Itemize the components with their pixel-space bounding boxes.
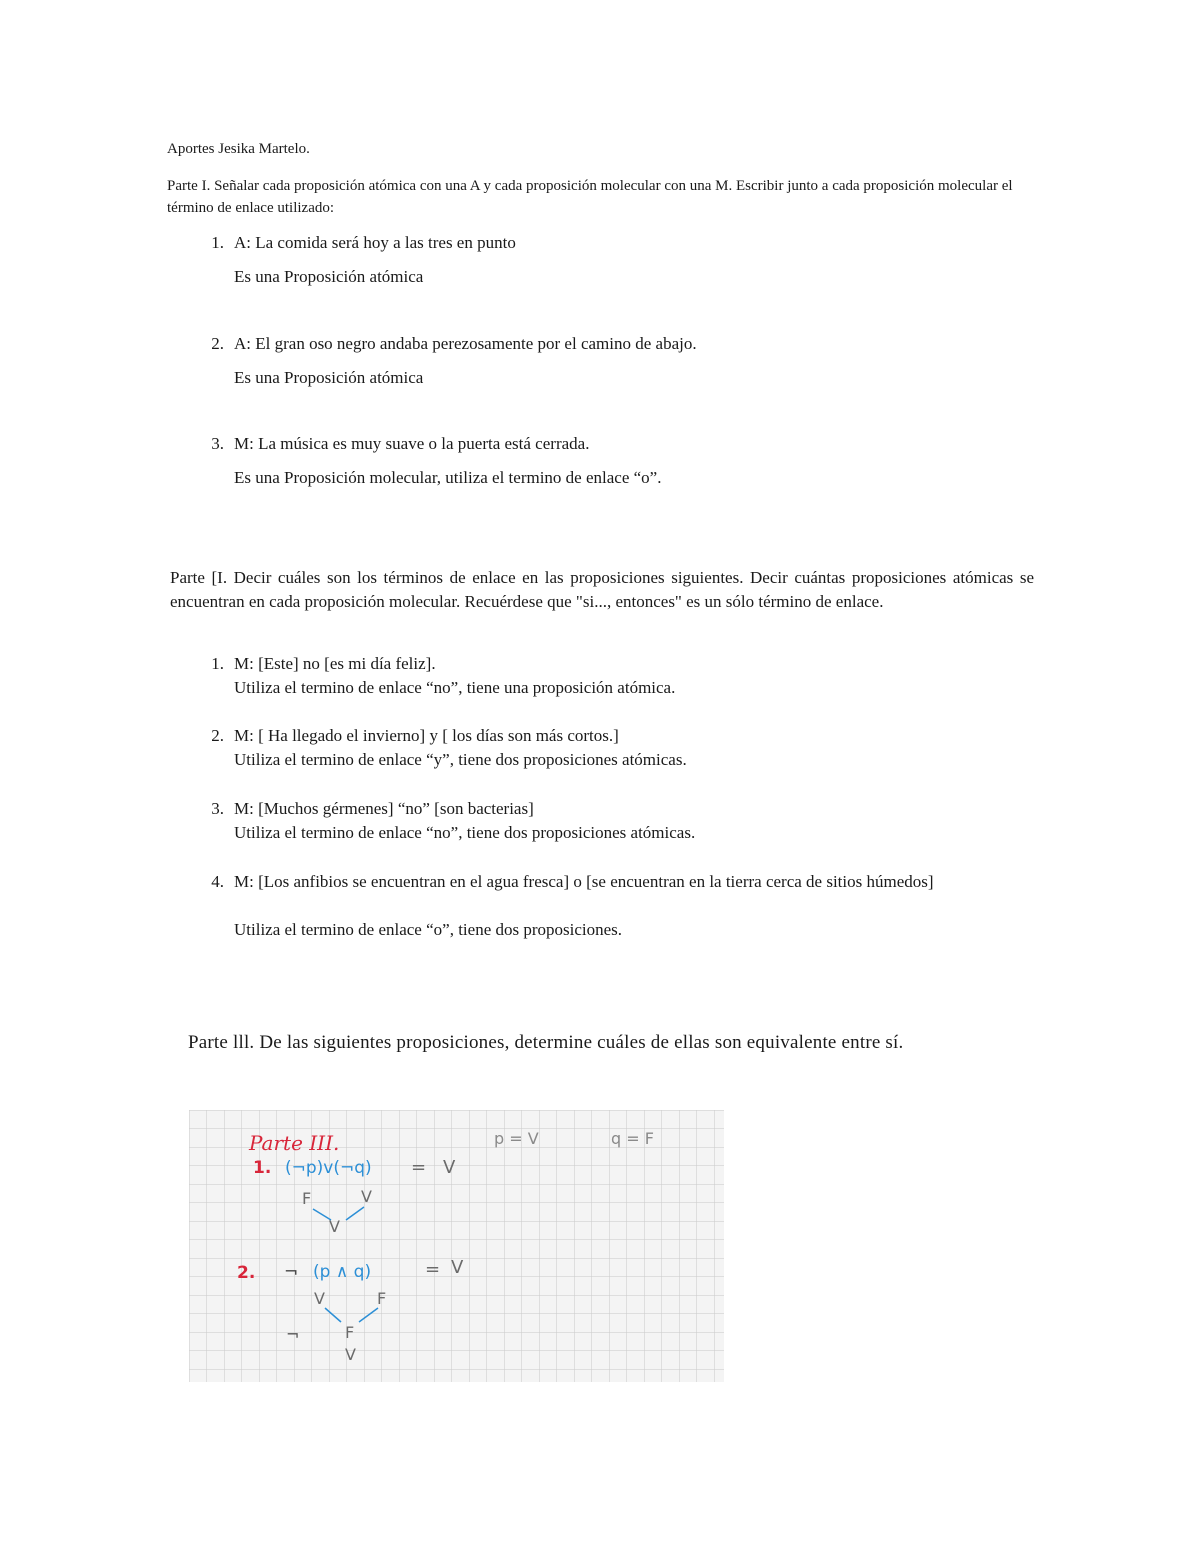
item-statement: M: La música es muy suave o la puerta está cerrada. <box>234 434 590 453</box>
item-statement: M: [ Ha llegado el invierno] y [ los días son más cortos.] <box>234 726 619 745</box>
item-answer: Es una Proposición molecular, utiliza el termino de enlace “o”. <box>234 468 662 487</box>
parte1-intro: Parte I. Señalar cada proposición atómica con una A y cada proposición molecular con una M. Escribir junto a cada proposición molecular el término de enlace utilizado: <box>167 178 1013 216</box>
item-statement: M: [Muchos gérmenes] “no” [son bacterias] <box>234 799 534 818</box>
hw-exercise2-left-value: V <box>314 1289 325 1308</box>
author-line: Aportes Jesika Martelo. <box>167 141 310 157</box>
hw-exercise2-result: V <box>451 1257 464 1278</box>
item-number: 2. <box>211 726 224 745</box>
hw-exercise2-expression: (p ∧ q) <box>313 1262 372 1282</box>
hw-exercise1-right-value: V <box>361 1187 372 1206</box>
hw-exercise1-expression: (¬p)v(¬q) <box>285 1158 372 1178</box>
item-number: 2. <box>211 334 224 353</box>
item-statement: M: [Los anfibios se encuentran en el agua fresca] o [se encuentran en la tierra cerca de sitios húmedos] <box>234 872 934 891</box>
hw-exercise1-result: V <box>443 1157 456 1178</box>
item-answer: Es una Proposición atómica <box>234 368 424 387</box>
hw-exercise1-equals: = <box>411 1157 427 1178</box>
hw-p-definition: p = V <box>494 1129 539 1148</box>
item-statement: A: La comida será hoy a las tres en punto <box>234 233 516 252</box>
parte2-intro: Parte [I. Decir cuáles son los términos de enlace en las proposiciones siguientes. Decir cuántas proposiciones atómicas se encuentran en cada proposición molecular. Recuérdese que "si..., entonces" es un sólo término de enlace. <box>170 568 1034 611</box>
hw-exercise2-outer-negation: ¬ <box>286 1325 300 1344</box>
item-statement: M: [Este] no [es mi día feliz]. <box>234 654 436 673</box>
item-number: 1. <box>211 654 224 673</box>
item-answer: Es una Proposición atómica <box>234 267 424 286</box>
hw-exercise2-number: 2. <box>237 1263 256 1283</box>
hw-exercise2-bottom-value: V <box>345 1345 356 1364</box>
item-number: 1. <box>211 233 224 252</box>
item-statement: A: El gran oso negro andaba perezosamente por el camino de abajo. <box>234 334 697 353</box>
parte3-heading: Parte lll. De las siguientes proposiciones, determine cuáles de ellas son equivalente entre sí. <box>188 1032 904 1053</box>
hw-title: Parte III. <box>249 1131 340 1155</box>
hw-exercise2-negation: ¬ <box>284 1262 299 1282</box>
hw-q-definition: q = F <box>611 1129 654 1148</box>
item-answer: Utiliza el termino de enlace “no”, tiene dos proposiciones atómicas. <box>234 823 696 842</box>
hw-exercise1-number: 1. <box>253 1158 272 1178</box>
hw-exercise2-middle-value: F <box>345 1323 355 1342</box>
item-answer: Utiliza el termino de enlace “o”, tiene dos proposiciones. <box>234 920 623 939</box>
hw-exercise1-left-value: F <box>302 1189 312 1208</box>
item-number: 3. <box>211 434 224 453</box>
item-number: 3. <box>211 799 224 818</box>
hw-exercise2-right-value: F <box>377 1289 387 1308</box>
item-number: 4. <box>211 872 224 891</box>
hw-exercise2-equals: = <box>425 1259 441 1280</box>
item-answer: Utiliza el termino de enlace “no”, tiene una proposición atómica. <box>234 678 676 697</box>
handwritten-notebook-image <box>189 1110 724 1382</box>
item-answer: Utiliza el termino de enlace “y”, tiene dos proposiciones atómicas. <box>234 750 687 769</box>
hw-exercise1-bottom-value: V <box>329 1217 340 1236</box>
